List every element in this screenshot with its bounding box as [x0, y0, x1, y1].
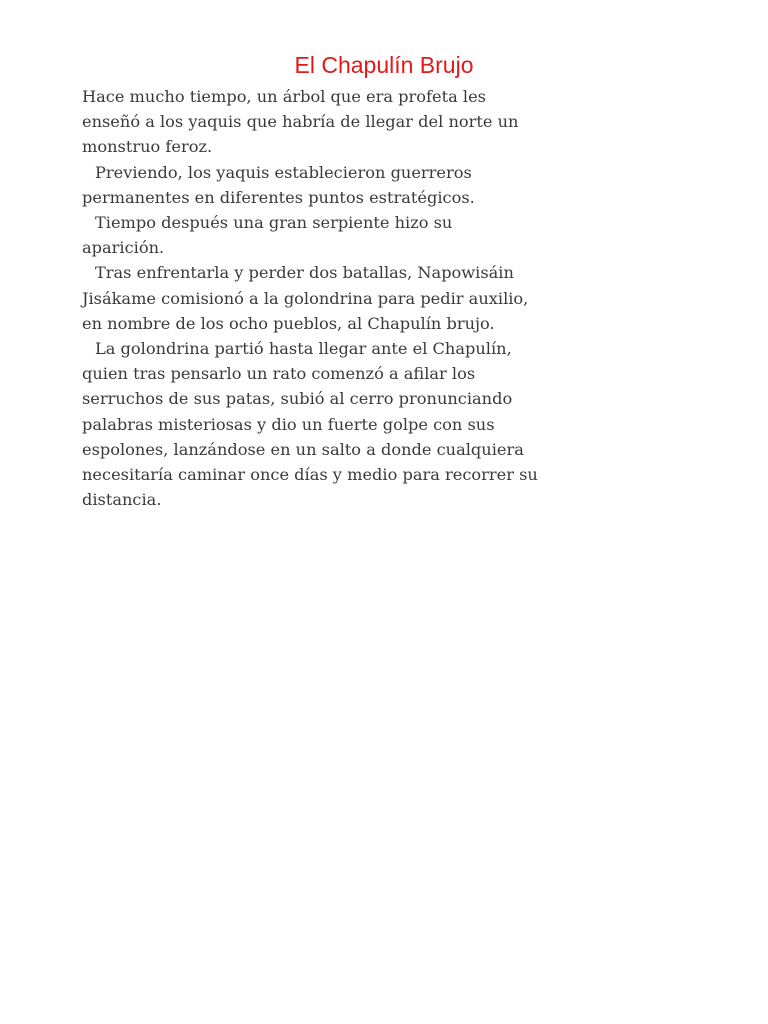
story-line: permanentes en diferentes puntos estratégicos.	[82, 187, 475, 207]
story-line: Tiempo después una gran serpiente hizo su	[95, 213, 453, 233]
story-text	[82, 84, 582, 512]
story-line: Hace mucho tiempo, un árbol que era profeta les	[82, 87, 486, 106]
story-line: quien tras pensarlo un rato comenzó a afilar los	[82, 364, 476, 384]
story-line: en nombre de los ocho pueblos, al Chapulín brujo.	[82, 313, 495, 333]
story-line: aparición.	[82, 238, 165, 258]
story-line: palabras misteriosas y dio un fuerte golpe con sus	[82, 414, 495, 434]
story-line: monstruo feroz.	[82, 137, 213, 157]
story-line: Jisákame comisionó a la golondrina para pedir auxilio,	[82, 288, 529, 308]
story-line: distancia.	[82, 490, 162, 510]
story-line: enseñó a los yaquis que habría de llegar del norte un	[82, 112, 519, 132]
story-line: serruchos de sus patas, subió al cerro pronunciando	[82, 389, 513, 409]
story-line: Previendo, los yaquis establecieron guerreros	[95, 162, 472, 182]
page-title: El Chapulín Brujo	[294, 52, 474, 78]
story-line: La golondrina partió hasta llegar ante el Chapulín,	[95, 339, 512, 359]
story-line: necesitaría caminar once días y medio para recorrer su	[82, 465, 538, 485]
story-line: Tras enfrentarla y perder dos batallas, Napowisáin	[95, 263, 514, 283]
story-line: espolones, lanzándose en un salto a donde cualquiera	[82, 439, 524, 459]
